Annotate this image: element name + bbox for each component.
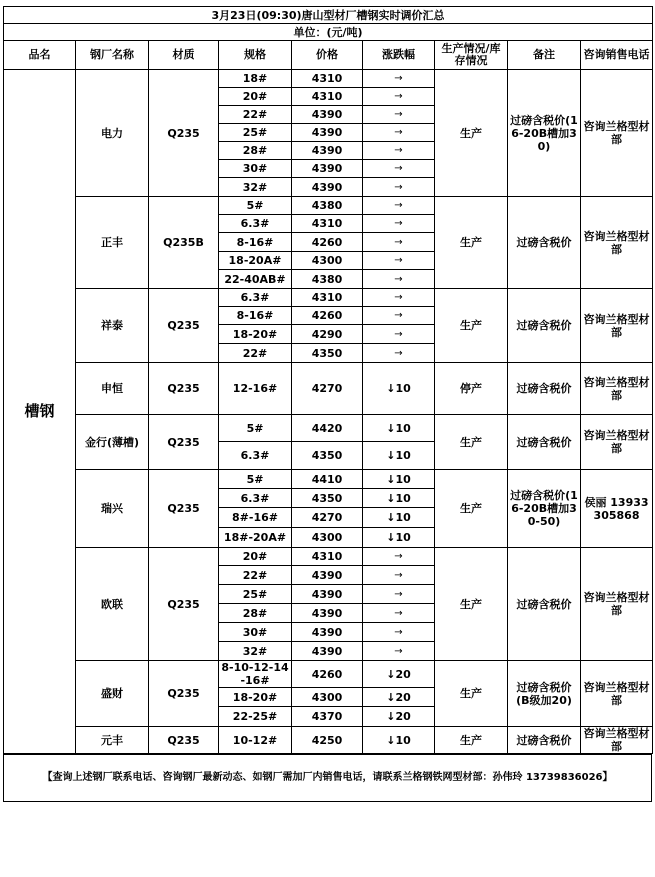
- spec-cell: 25#: [219, 585, 292, 604]
- header-material: 材质: [149, 41, 219, 70]
- price-cell: 4370: [292, 707, 363, 727]
- mill-material: Q235: [149, 289, 219, 363]
- mill-name: 金行(薄槽): [76, 415, 149, 470]
- change-cell: ↓20: [363, 688, 435, 707]
- change-cell: →: [363, 252, 435, 270]
- contact-cell: 咨询兰格型材部: [581, 415, 653, 470]
- price-cell: 4350: [292, 344, 363, 363]
- sheet-title: 3月23日(09:30)唐山型材厂槽钢实时调价汇总: [4, 7, 653, 24]
- note-cell: 过磅含税价: [508, 363, 581, 415]
- header-note: 备注: [508, 41, 581, 70]
- price-cell: 4310: [292, 548, 363, 566]
- mill-material: Q235: [149, 548, 219, 661]
- change-cell: ↓10: [363, 489, 435, 508]
- spec-cell: 32#: [219, 178, 292, 197]
- price-cell: 4390: [292, 642, 363, 661]
- spec-cell: 5#: [219, 470, 292, 489]
- price-cell: 4390: [292, 142, 363, 160]
- change-cell: ↓10: [363, 415, 435, 442]
- mill-material: Q235: [149, 661, 219, 727]
- price-cell: 4390: [292, 585, 363, 604]
- price-cell: 4270: [292, 508, 363, 528]
- change-cell: →: [363, 197, 435, 215]
- spec-cell: 32#: [219, 642, 292, 661]
- spec-cell: 18-20#: [219, 325, 292, 344]
- change-cell: ↓10: [363, 528, 435, 548]
- note-cell: 过磅含税价(16-20B槽加30): [508, 70, 581, 197]
- spec-cell: 30#: [219, 623, 292, 642]
- status-cell: 生产: [435, 548, 508, 661]
- mill-name: 正丰: [76, 197, 149, 289]
- footer-note: 【查询上述钢厂联系电话、咨询钢厂最新动态、如钢厂需加厂内销售电话，请联系兰格钢铁网型材部：孙伟玲 13739836026】: [4, 755, 652, 802]
- table-row: [4, 661, 653, 688]
- status-cell: 生产: [435, 289, 508, 363]
- change-cell: →: [363, 566, 435, 585]
- price-cell: 4260: [292, 233, 363, 252]
- change-cell: →: [363, 160, 435, 178]
- price-cell: 4300: [292, 252, 363, 270]
- price-cell: 4390: [292, 106, 363, 124]
- note-cell: 过磅含税价: [508, 548, 581, 661]
- spec-cell: 6.3#: [219, 215, 292, 233]
- change-cell: →: [363, 70, 435, 88]
- spec-cell: 5#: [219, 197, 292, 215]
- price-cell: 4290: [292, 325, 363, 344]
- price-cell: 4270: [292, 363, 363, 415]
- header-contact: 咨询销售电话: [581, 41, 653, 70]
- change-cell: ↓10: [363, 470, 435, 489]
- unit-label: 单位：(元/吨): [4, 24, 653, 41]
- spec-cell: 28#: [219, 604, 292, 623]
- mill-material: Q235: [149, 470, 219, 548]
- header-spec: 规格: [219, 41, 292, 70]
- change-cell: →: [363, 124, 435, 142]
- price-cell: 4390: [292, 604, 363, 623]
- change-cell: →: [363, 548, 435, 566]
- change-cell: →: [363, 215, 435, 233]
- table-row: [4, 727, 653, 754]
- mill-material: Q235B: [149, 197, 219, 289]
- price-summary-sheet: [3, 6, 652, 802]
- table-row: [4, 363, 653, 415]
- mill-material: Q235: [149, 363, 219, 415]
- contact-cell: 咨询兰格型材部: [581, 727, 653, 754]
- change-cell: ↓10: [363, 442, 435, 470]
- change-cell: ↓10: [363, 727, 435, 754]
- spec-cell: 18#: [219, 70, 292, 88]
- change-cell: ↓20: [363, 661, 435, 688]
- price-cell: 4300: [292, 528, 363, 548]
- status-cell: 停产: [435, 363, 508, 415]
- footer-table: [3, 754, 652, 802]
- contact-cell: 咨询兰格型材部: [581, 70, 653, 197]
- spec-cell: 22-40AB#: [219, 270, 292, 289]
- price-cell: 4420: [292, 415, 363, 442]
- spec-cell: 20#: [219, 88, 292, 106]
- change-cell: →: [363, 178, 435, 197]
- spec-cell: 12-16#: [219, 363, 292, 415]
- header-status: 生产情况/库存情况: [435, 41, 508, 70]
- spec-cell: 8#-16#: [219, 508, 292, 528]
- spec-cell: 22#: [219, 344, 292, 363]
- spec-cell: 8-16#: [219, 307, 292, 325]
- contact-cell: 咨询兰格型材部: [581, 197, 653, 289]
- header-mill: 钢厂名称: [76, 41, 149, 70]
- header-change: 涨跌幅: [363, 41, 435, 70]
- change-cell: ↓10: [363, 508, 435, 528]
- status-cell: 生产: [435, 470, 508, 548]
- change-cell: →: [363, 344, 435, 363]
- change-cell: ↓10: [363, 363, 435, 415]
- mill-name: 欧联: [76, 548, 149, 661]
- mill-name: 电力: [76, 70, 149, 197]
- table-row: [4, 70, 653, 88]
- change-cell: →: [363, 585, 435, 604]
- change-cell: →: [363, 623, 435, 642]
- header-row: [4, 41, 653, 70]
- mill-name: 元丰: [76, 727, 149, 754]
- price-cell: 4380: [292, 197, 363, 215]
- product-name: 槽钢: [4, 70, 76, 754]
- price-cell: 4260: [292, 307, 363, 325]
- contact-cell: 侯丽 13933305868: [581, 470, 653, 548]
- spec-cell: 5#: [219, 415, 292, 442]
- change-cell: →: [363, 88, 435, 106]
- price-cell: 4390: [292, 160, 363, 178]
- spec-cell: 25#: [219, 124, 292, 142]
- price-cell: 4250: [292, 727, 363, 754]
- mill-material: Q235: [149, 415, 219, 470]
- change-cell: →: [363, 604, 435, 623]
- price-cell: 4300: [292, 688, 363, 707]
- spec-cell: 8-10-12-14-16#: [219, 661, 292, 688]
- spec-cell: 8-16#: [219, 233, 292, 252]
- spec-cell: 22#: [219, 106, 292, 124]
- status-cell: 生产: [435, 197, 508, 289]
- change-cell: →: [363, 106, 435, 124]
- price-cell: 4350: [292, 489, 363, 508]
- table-row: [4, 289, 653, 307]
- change-cell: ↓20: [363, 707, 435, 727]
- change-cell: →: [363, 289, 435, 307]
- mill-name: 申恒: [76, 363, 149, 415]
- mill-material: Q235: [149, 70, 219, 197]
- spec-cell: 30#: [219, 160, 292, 178]
- header-product: 品名: [4, 41, 76, 70]
- status-cell: 生产: [435, 661, 508, 727]
- price-cell: 4380: [292, 270, 363, 289]
- status-cell: 生产: [435, 70, 508, 197]
- change-cell: →: [363, 142, 435, 160]
- price-cell: 4390: [292, 566, 363, 585]
- change-cell: →: [363, 307, 435, 325]
- spec-cell: 22-25#: [219, 707, 292, 727]
- price-cell: 4260: [292, 661, 363, 688]
- price-table: [3, 6, 653, 754]
- table-row: [4, 197, 653, 215]
- spec-cell: 18#-20A#: [219, 528, 292, 548]
- price-cell: 4310: [292, 289, 363, 307]
- header-price: 价格: [292, 41, 363, 70]
- note-cell: 过磅含税价: [508, 289, 581, 363]
- spec-cell: 6.3#: [219, 489, 292, 508]
- change-cell: →: [363, 642, 435, 661]
- mill-name: 瑞兴: [76, 470, 149, 548]
- contact-cell: 咨询兰格型材部: [581, 363, 653, 415]
- contact-cell: 咨询兰格型材部: [581, 548, 653, 661]
- spec-cell: 28#: [219, 142, 292, 160]
- note-cell: 过磅含税价: [508, 727, 581, 754]
- price-cell: 4390: [292, 178, 363, 197]
- change-cell: →: [363, 233, 435, 252]
- price-cell: 4390: [292, 623, 363, 642]
- spec-cell: 22#: [219, 566, 292, 585]
- change-cell: →: [363, 325, 435, 344]
- price-cell: 4410: [292, 470, 363, 489]
- price-cell: 4310: [292, 70, 363, 88]
- table-row: [4, 470, 653, 489]
- note-cell: 过磅含税价(16-20B槽加30-50): [508, 470, 581, 548]
- price-cell: 4310: [292, 215, 363, 233]
- contact-cell: 咨询兰格型材部: [581, 661, 653, 727]
- mill-name: 盛财: [76, 661, 149, 727]
- mill-name: 祥泰: [76, 289, 149, 363]
- mill-material: Q235: [149, 727, 219, 754]
- price-cell: 4350: [292, 442, 363, 470]
- price-cell: 4310: [292, 88, 363, 106]
- note-cell: 过磅含税价(B级加20): [508, 661, 581, 727]
- price-cell: 4390: [292, 124, 363, 142]
- change-cell: →: [363, 270, 435, 289]
- spec-cell: 6.3#: [219, 442, 292, 470]
- note-cell: 过磅含税价: [508, 197, 581, 289]
- status-cell: 生产: [435, 415, 508, 470]
- table-row: [4, 415, 653, 442]
- spec-cell: 18-20#: [219, 688, 292, 707]
- spec-cell: 6.3#: [219, 289, 292, 307]
- spec-cell: 18-20A#: [219, 252, 292, 270]
- spec-cell: 20#: [219, 548, 292, 566]
- table-row: [4, 548, 653, 566]
- spec-cell: 10-12#: [219, 727, 292, 754]
- status-cell: 生产: [435, 727, 508, 754]
- contact-cell: 咨询兰格型材部: [581, 289, 653, 363]
- note-cell: 过磅含税价: [508, 415, 581, 470]
